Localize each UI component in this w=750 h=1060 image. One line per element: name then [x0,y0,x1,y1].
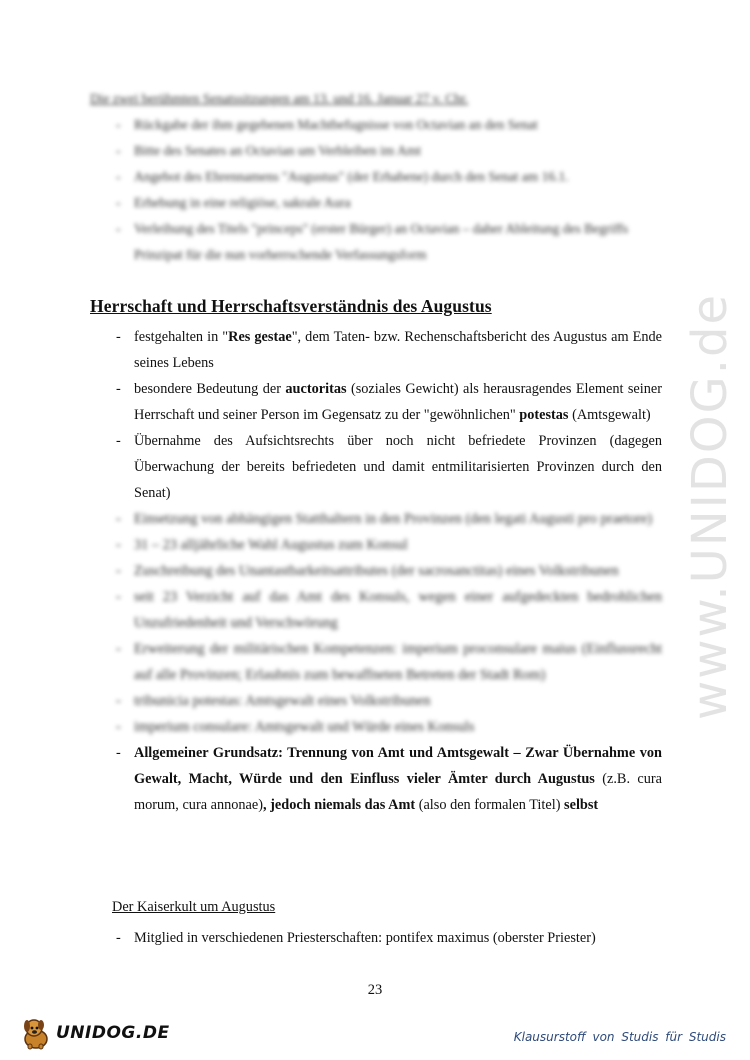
list-item: - Mitglied in verschiedenen Priesterschaften: pontifex maximus (oberster Priester) [116,930,596,946]
intro-section-blurred [90,86,662,268]
list-item: - Erhebung in eine religiöse, sakrale Aura [116,195,351,210]
section-heading: Herrschaft und Herrschaftsverständnis des Augustus [90,296,492,316]
list-item: - besondere Bedeutung der auctoritas (soziales Gewicht) als herausragendes Element seiner Herrschaft und seiner Person im Gegensatz zu der "gewöhnlichen" potestas (Amtsgewalt) [116,381,663,423]
page-number: 23 [367,982,383,998]
logo-text: UNIDOG.DE [56,1023,170,1043]
list-item: - Übernahme des Aufsichtsrechts über noch nicht befriedete Provinzen (dagegen Überwachung der bereits befriedeten und damit entmilitarisierten Provinzen durch den Senat) [116,433,662,501]
unidog-logo [20,1017,170,1051]
intro-title: Die zwei berühmten Senatssitzungen am 13. und 16. Januar 27 v. Chr. [90,91,469,106]
watermark-text: www.UNIDOG.de [682,292,738,720]
list-item: - Angebot des Ehrennamens "Augustus" (der Erhabene) durch den Senat am 16.1. [116,169,569,184]
kaiserkult-list [90,925,662,951]
list-item-blurred: - imperium consulare: Amtsgewalt und Würde eines Konsuls [116,719,475,735]
intro-list [90,112,662,268]
list-item: - Verleihung des Titels "princeps" (erster Bürger) an Octavian – daher Ableitung des Begriffs Prinzipat für die nun vorherrschende Verfassungsform [116,221,629,262]
list-item-blurred: - Erweiterung der militärischen Kompetenzen: imperium proconsulare maius (Einflussrecht auf alle Provinzen; Erlaubnis zum bewaffneten Betreten der Stadt Rom) [116,641,662,683]
footer-slogan: Klausurstoff von Studis für Studis [513,1030,726,1044]
list-item: - festgehalten in "Res gestae", dem Taten- bzw. Rechenschaftsbericht des Augustus am Ende seines Lebens [116,329,662,371]
list-item-blurred: - tribunicia potestas: Amtsgewalt eines Volkstribunen [116,693,431,709]
list-item-blurred: - Zuschreibung des Unantastbarkeitsattributes (der sacrosanctitas) eines Volkstribunen [116,563,619,579]
list-item: - Rückgabe der ihm gegebenen Machtbefugnisse von Octavian an den Senat [116,117,538,132]
watermark [668,280,748,740]
list-item: - Bitte des Senates an Octavian um Verbleiben im Amt [116,143,421,158]
list-item-blurred: - Einsetzung von abhängigen Statthaltern in den Provinzen (den legati Augusti pro praetore) [116,511,653,527]
subsection-heading: Der Kaiserkult um Augustus [112,899,276,915]
list-item-blurred: - seit 23 Verzicht auf das Amt des Konsuls, wegen einer aufgedeckten bedrohlichen Unzufriedenheit und Verschwörung [116,589,662,631]
list-item: - Allgemeiner Grundsatz: Trennung von Amt und Amtsgewalt – Zwar Übernahme von Gewalt, Macht, Würde und den Einfluss vieler Ämter durch Augustus (z.B. cura morum, cura annonae), jedoch niemals das Amt (also den formalen Titel) selbst [116,745,662,813]
dog-icon [20,1017,56,1051]
main-list [90,324,662,818]
watermark-graphic [668,280,748,740]
list-item-blurred: - 31 – 23 alljährliche Wahl Augustus zum Konsul [116,537,408,553]
